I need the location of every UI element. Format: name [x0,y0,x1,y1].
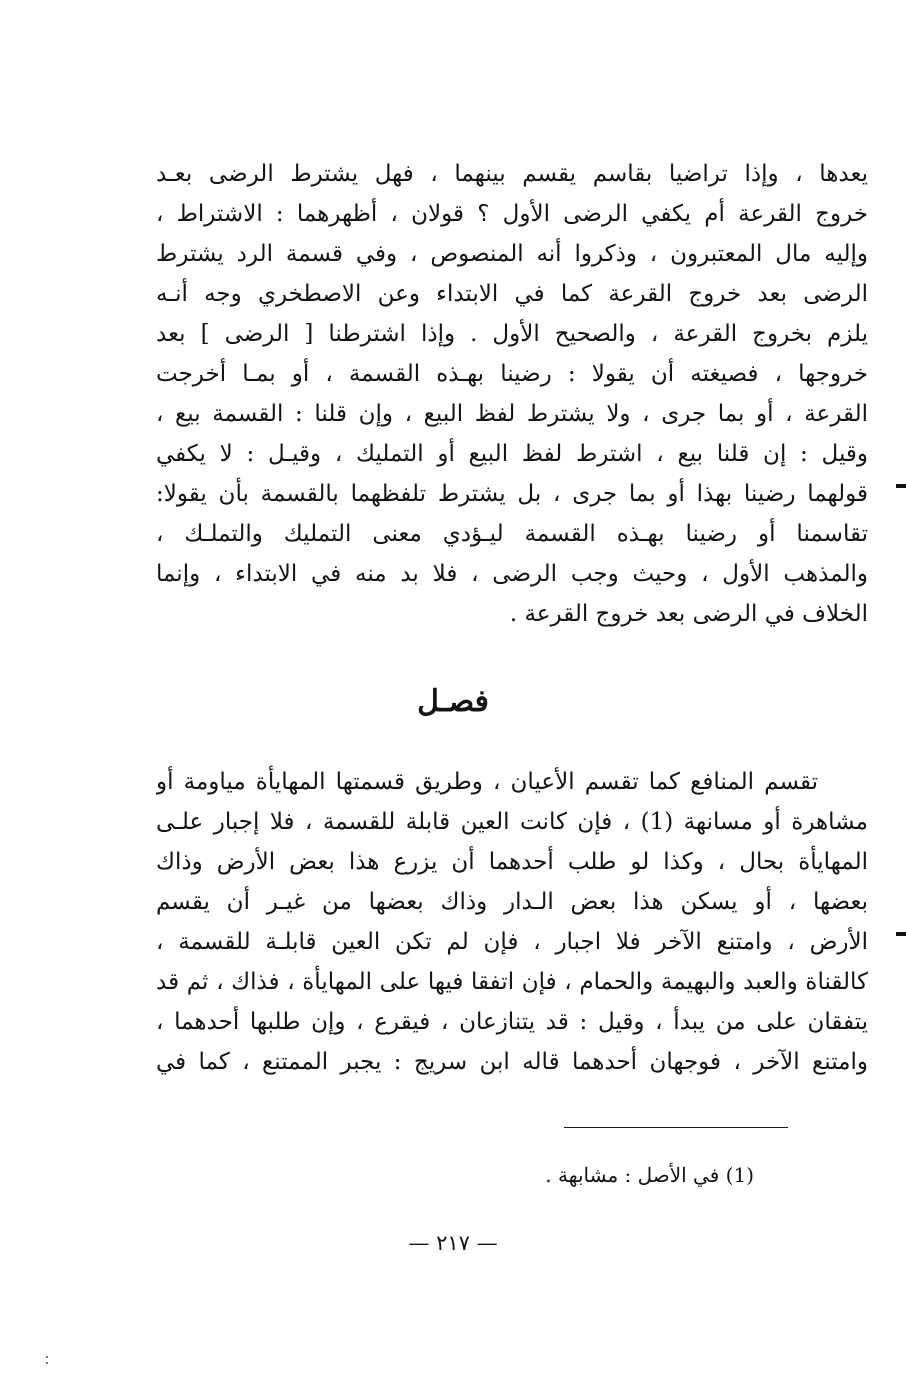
margin-mark [896,484,906,488]
text-line: يتفقان على من يبدأ ، وقيل : قد يتنازعان ، فيقرع ، وإن طلبها أحدهما ، [156,1009,868,1035]
text-line: المهايأة بحال ، وكذا لو طلب أحدهما أن يزرع هذا بعض الأرض وذاك [156,849,868,875]
text-line: خروجها ، فصيغته أن يقولا : رضينا بهـذه القسمة ، أو بمـا أخرجت [156,361,868,387]
text-line: قولهما رضينا بهذا أو بما جرى ، بل يشترط تلفظهما بالقسمة بأن يقولا: [156,481,868,507]
text-line: وامتنع الآخر ، فوجهان أحدهما قاله ابن سريج : يجبر الممتنع ، كما في [156,1049,868,1075]
text-line: وإليه مال المعتبرون ، وذكروا أنه المنصوص ، وفي قسمة الرد يشترط [156,241,868,267]
text-line: وقيل : إن قلنا بيع ، اشترط لفظ البيع أو التمليك ، وقيـل : لا يكفي [156,441,868,467]
text-line: الخلاف في الرضى بعد خروج القرعة . [509,601,868,627]
text-line: بعضها ، أو يسكن هذا بعض الـدار وذاك بعضها من غيـر أن يقسم [156,889,868,915]
margin-mark [896,932,906,936]
footnote: (1) في الأصل : مشابهة . [545,1163,754,1187]
text-line: خروج القرعة أم يكفي الرضى الأول ؟ قولان ، أظهرهما : الاشتراط ، [156,201,868,227]
footnote-divider [564,1127,788,1128]
section-heading: فصـل [417,684,489,719]
text-line: القرعة ، أو بما جرى ، ولا يشترط لفظ البيع ، وإن قلنا : القسمة بيع ، [156,401,868,427]
text-line: كالقناة والعبد والبهيمة والحمام ، فإن اتفقا فيها على المهايأة ، فذاك ، ثم قد [156,969,868,995]
page-number: — ٢١٧ — [408,1231,498,1255]
text-line: والمذهب الأول ، وحيث وجب الرضى ، فلا بد منه في الابتداء ، وإنما [156,561,868,587]
text-line: الأرض ، وامتنع الآخر فلا اجبار ، فإن لم تكن العين قابلـة للقسمة ، [156,929,868,955]
text-line: تقسم المنافع كما تقسم الأعيان ، وطريق قسمتها المهايأة مياومة أو [156,769,818,795]
paragraph-2 [156,762,868,1082]
scan-speck [46,1362,48,1364]
scan-speck [46,1356,48,1358]
text-line: الرضى بعد خروج القرعة كما في الابتداء وعن الاصطخري وجه أنـه [156,281,868,307]
text-line: يلزم بخروج القرعة ، والصحيح الأول . وإذا اشترطنا [ الرضى ] بعد [156,321,868,347]
paragraph-1 [156,154,868,634]
text-line: مشاهرة أو مسانهة (1) ، فإن كانت العين قابلة للقسمة ، فلا إجبار علـى [156,809,868,835]
text-line: يعدها ، وإذا تراضيا بقاسم يقسم بينهما ، فهل يشترط الرضى بعـد [156,161,868,187]
text-line: تقاسمنا أو رضينا بهـذه القسمة ليـؤدي معنى التمليك والتملـك ، [156,521,868,547]
